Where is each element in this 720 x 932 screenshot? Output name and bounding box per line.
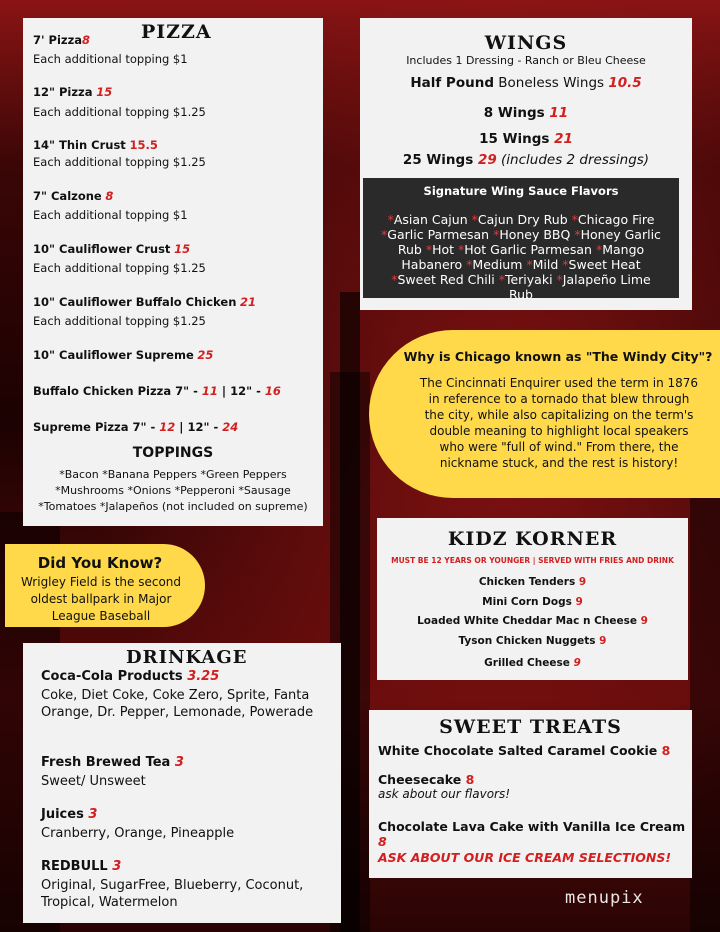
drink-group-heading: Juices 3 [41, 807, 98, 822]
asterisk-icon: * [493, 227, 500, 242]
wings-item: 8 Wings 11 [483, 105, 569, 121]
asterisk-icon: * [381, 227, 388, 242]
pizza-item-note: Each additional topping $1.25 [33, 314, 206, 328]
asterisk-icon: * [387, 212, 394, 227]
sweet-treats-panel [369, 710, 692, 878]
sauce-flavor: Sweet Heat [568, 257, 641, 272]
pizza-item: 7' Pizza8 [33, 33, 91, 47]
drink-group-text: Sweet/ Unsweet [41, 774, 146, 789]
pizza-title: PIZZA [141, 21, 212, 43]
asterisk-icon: * [595, 242, 603, 257]
pizza-item-note: Each additional topping $1.25 [33, 261, 206, 275]
wings-item: Half Pound Boneless Wings 10.5 [410, 75, 642, 91]
kidz-korner-panel [377, 518, 688, 680]
sauce-flavor: Cajun Dry Rub [477, 212, 568, 227]
pizza-item: 10" Cauliflower Buffalo Chicken 21 [33, 295, 257, 309]
drink-group-text: Original, SugarFree, Blueberry, Coconut, Tropical, Watermelon [41, 878, 304, 910]
pizza-item-note: Each additional topping $1.25 [33, 105, 206, 119]
asterisk-icon: * [471, 212, 478, 227]
pizza-item: 7" Calzone 8 [33, 189, 114, 203]
sauce-flavor: Sweet Red Chili [397, 272, 495, 287]
asterisk-icon: * [425, 242, 433, 257]
wings-item: 25 Wings 29 (includes 2 dressings) [402, 152, 650, 168]
asterisk-icon: * [562, 257, 569, 272]
sauce-flavor: Mango Habanero [401, 242, 645, 272]
sweets-footer: ASK ABOUT OUR ICE CREAM SELECTIONS! [378, 850, 672, 865]
drinkage-panel [23, 643, 341, 923]
toppings-title: TOPPINGS [132, 445, 214, 461]
drink-group-heading: Coca-Cola Products 3.25 [41, 669, 220, 684]
sauce-flavor: Teriyaki [504, 272, 553, 287]
asterisk-icon: * [458, 242, 465, 257]
sweets-item-note: ask about our flavors! [378, 787, 511, 801]
pizza-item-note: Each additional topping $1.25 [33, 155, 206, 169]
sweets-item: White Chocolate Salted Caramel Cookie 8 [378, 743, 671, 758]
wings-item: 15 Wings 21 [479, 131, 573, 147]
sauce-flavor: Hot Garlic Parmesan [464, 242, 592, 257]
pizza-item: 10" Cauliflower Crust 15 [33, 242, 191, 256]
sweets-item: Cheesecake 8 [378, 772, 475, 787]
sauce-list [379, 212, 663, 302]
sauce-flavor: Asian Cajun [393, 212, 468, 227]
toppings-list: *Bacon *Banana Peppers *Green Peppers *Mushrooms *Onions *Pepperoni *Sausage *Tomatoes *Jalapeños (not included on supreme) [38, 468, 308, 513]
drink-group-text: Coke, Diet Coke, Coke Zero, Sprite, Fanta Orange, Dr. Pepper, Lemonade, Powerade [41, 688, 314, 720]
kidz-item: Loaded White Cheddar Mac n Cheese 9 [417, 615, 648, 627]
sweets-title: SWEET TREATS [439, 716, 622, 738]
asterisk-icon: * [498, 272, 505, 287]
sauce-flavor: Jalapeño Lime Rub [509, 272, 651, 302]
wings-includes: Includes 1 Dressing - Ranch or Bleu Cheese [406, 54, 646, 67]
wings-title: WINGS [484, 32, 568, 54]
asterisk-icon: * [391, 272, 398, 287]
pizza-item: 10" Cauliflower Supreme 25 [33, 348, 214, 362]
sauce-flavors-box [363, 178, 679, 302]
sauce-flavor: Honey Garlic Rub [397, 227, 661, 257]
drink-group-heading: REDBULL 3 [41, 859, 122, 874]
asterisk-icon: * [571, 212, 578, 227]
sweets-item: Chocolate Lava Cake with Vanilla Ice Cream 8 [378, 819, 686, 849]
menupix-watermark: menupix [565, 888, 644, 908]
pizza-item: Supreme Pizza 7" - 12 | 12" - 24 [33, 420, 239, 434]
drink-group-text: Cranberry, Orange, Pineapple [41, 826, 235, 841]
pizza-item-note: Each additional topping $1 [33, 52, 188, 66]
windy-question: Why is Chicago known as "The Windy City"? [403, 349, 713, 364]
sauce-title: Signature Wing Sauce Flavors [423, 184, 619, 198]
windy-city-callout [369, 330, 720, 498]
did-you-know-callout [5, 544, 205, 627]
windy-answer: The Cincinnati Enquirer used the term in 1876 in reference to a tornado that blew through the city, while also capitalizing on the term's double meaning to highlight local speakers who were "full of wind." From there, the nickname stuck, and the rest is history! [419, 376, 699, 470]
sauce-flavor: Garlic Parmesan [387, 227, 490, 242]
kidz-item: Chicken Tenders 9 [478, 576, 587, 588]
asterisk-icon: * [466, 257, 473, 272]
drink-group-heading: Fresh Brewed Tea 3 [41, 755, 184, 770]
pizza-item: 14" Thin Crust 15.5 [33, 138, 158, 152]
sauce-flavor: Hot [432, 242, 455, 257]
asterisk-icon: * [556, 272, 563, 287]
kidz-item: Mini Corn Dogs 9 [482, 596, 583, 608]
pizza-item: Buffalo Chicken Pizza 7" - 11 | 12" - 16 [33, 384, 281, 398]
sauce-flavor: Chicago Fire [577, 212, 655, 227]
sauce-flavor: Mild [532, 257, 559, 272]
kidz-title: KIDZ KORNER [447, 528, 618, 550]
pizza-item-note: Each additional topping $1 [33, 208, 188, 222]
asterisk-icon: * [574, 227, 581, 242]
kidz-item: Grilled Cheese 9 [484, 657, 581, 669]
sauce-flavor: Medium [472, 257, 523, 272]
kidz-item: Tyson Chicken Nuggets 9 [458, 635, 607, 647]
kidz-note: MUST BE 12 YEARS OR YOUNGER | SERVED WITH FRIES AND DRINK [391, 556, 674, 565]
wings-panel [360, 18, 692, 310]
asterisk-icon: * [526, 257, 533, 272]
pizza-panel [23, 18, 323, 526]
did-you-know-heading: Did You Know? [37, 554, 163, 572]
drinkage-title: DRINKAGE [126, 647, 248, 668]
did-you-know-text: Wrigley Field is the second oldest ballpark in Major League Baseball [20, 575, 182, 623]
sauce-flavor: Honey BBQ [499, 227, 571, 242]
pizza-item: 12" Pizza 15 [33, 85, 113, 99]
